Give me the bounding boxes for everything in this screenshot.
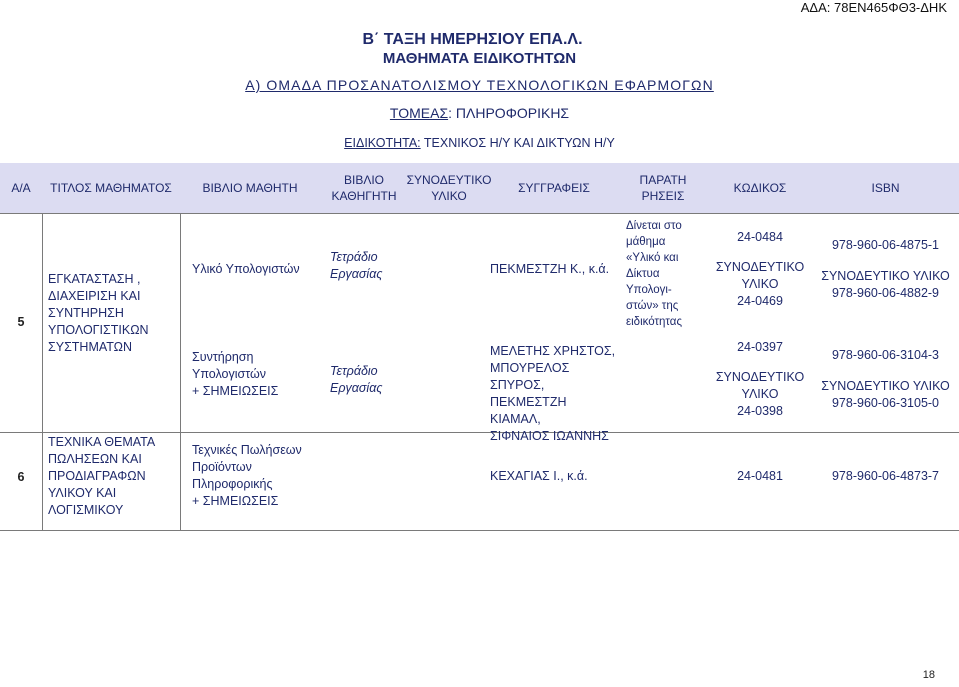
row5-code-a: 24-0484 ΣΥΝΟΔΕΥΤΙΚΟ ΥΛΙΚΟ 24-0469 [715, 230, 805, 308]
row5-isbn-b: 978-960-06-3104-3 ΣΥΝΟΔΕΥΤΙΚΟ ΥΛΙΚΟ 978-960-06-3105-0 [821, 348, 950, 410]
table-header-row [0, 163, 959, 213]
row5-authors-b: ΜΕΛΕΤΗΣ ΧΡΗΣΤΟΣ, ΜΠΟΥΡΕΛΟΣ ΣΠΥΡΟΣ, ΠΕΚΜΕΣΤΖΗ ΚΙΑΜΑΛ, ΣΙΦΝΑΙΟΣ ΙΩΑΝΝΗΣ [490, 344, 616, 443]
col-isbn: ISBN [871, 181, 900, 195]
row5-code-b: 24-0397 ΣΥΝΟΔΕΥΤΙΚΟ ΥΛΙΚΟ 24-0398 [715, 340, 805, 418]
col-title: ΤΙΤΛΟΣ ΜΑΘΗΜΑΤΟΣ [50, 181, 172, 195]
col-aa: Α/Α [11, 181, 31, 195]
col-notes: ΠΑΡΑΤΗ ΡΗΣΕΙΣ [639, 173, 687, 203]
row5-title: ΕΓΚΑΤΑΣΤΑΣΗ , ΔΙΑΧΕΙΡΙΣΗ ΚΑΙ ΣΥΝΤΗΡΗΣΗ ΥΠΟΛΟΓΙΣΤΙΚΩΝ ΣΥΣΤΗΜΑΤΩΝ [48, 272, 149, 354]
rule-v2 [180, 213, 181, 531]
col-student-book: ΒΙΒΛΙΟ ΜΑΘΗΤΗ [202, 181, 298, 195]
rule-header [0, 213, 959, 214]
sector-line: ΤΟΜΕΑΣ: ΠΛΗΡΟΦΟΡΙΚΗΣ [389, 105, 570, 121]
class-title: Β΄ ΤΑΞΗ ΗΜΕΡΗΣΙΟΥ ΕΠΑ.Λ. [362, 31, 583, 48]
group-title: Α) ΟΜΑΔΑ ΠΡΟΣΑΝΑΤΟΛΙΣΜΟΥ ΤΕΧΝΟΛΟΓΙΚΩΝ ΕΦΑΡΜΟΓΩΝ [245, 77, 714, 93]
row5-number: 5 [17, 315, 25, 329]
row6-title: ΤΕΧΝΙΚΑ ΘΕΜΑΤΑ ΠΩΛΗΣΕΩΝ ΚΑΙ ΠΡΟΔΙΑΓΡΑΦΩΝ ΥΛΙΚΟΥ ΚΑΙ ΛΟΓΙΣΜΙΚΟΥ [48, 435, 156, 517]
row5-student-book-a: Υλικό Υπολογιστών [192, 262, 300, 276]
col-code: ΚΩΔΙΚΟΣ [733, 181, 787, 195]
row6-authors: ΚΕΧΑΓΙΑΣ Ι., κ.ά. [490, 469, 588, 483]
books-table [0, 163, 959, 531]
row5-isbn-a: 978-960-06-4875-1 ΣΥΝΟΔΕΥΤΙΚΟ ΥΛΙΚΟ 978-960-06-4882-9 [821, 238, 950, 300]
row5-notes: Δίνεται στο μάθημα «Υλικό και Δίκτυα Υπολογι- στών» της ειδικότητας [626, 220, 682, 328]
col-teacher-book: ΒΙΒΛΙΟ ΚΑΘΗΓΗΤΗ [331, 173, 397, 203]
courses-title: ΜΑΘΗΜΑΤΑ ΕΙΔΙΚΟΤΗΤΩΝ [382, 50, 577, 67]
row6-student-book: Τεχνικές Πωλήσεων Προϊόντων Πληροφορικής + ΣΗΜΕΙΩΣΕΙΣ [192, 443, 302, 508]
row6-code: 24-0481 [737, 469, 783, 483]
row5-teacher-book-a: Τετράδιο Εργασίας [330, 250, 383, 281]
row5-student-book-b: Συντήρηση Υπολογιστών + ΣΗΜΕΙΩΣΕΙΣ [192, 350, 279, 398]
ada-code: ΑΔΑ: 78ΕΝ465ΦΘ3-ΔΗΚ [800, 0, 947, 15]
rule-row5 [0, 432, 959, 433]
row6-isbn: 978-960-06-4873-7 [831, 469, 940, 483]
row5-authors-a: ΠΕΚΜΕΣΤΖΗ Κ., κ.ά. [490, 262, 610, 276]
page-number: 18 [922, 669, 935, 681]
specialty-line: ΕΙΔΙΚΟΤΗΤΑ: ΤΕΧΝΙΚΟΣ Η/Υ ΚΑΙ ΔΙΚΤΥΩΝ Η/Υ [344, 136, 615, 150]
col-supplementary: ΣΥΝΟΔΕΥΤΙΚΟ ΥΛΙΚΟ [406, 173, 492, 203]
rule-v1 [42, 213, 43, 531]
rule-row6 [0, 530, 959, 531]
col-authors: ΣΥΓΓΡΑΦΕΙΣ [518, 181, 590, 195]
row6-number: 6 [17, 470, 25, 484]
row5-teacher-book-b: Τετράδιο Εργασίας [330, 364, 383, 395]
